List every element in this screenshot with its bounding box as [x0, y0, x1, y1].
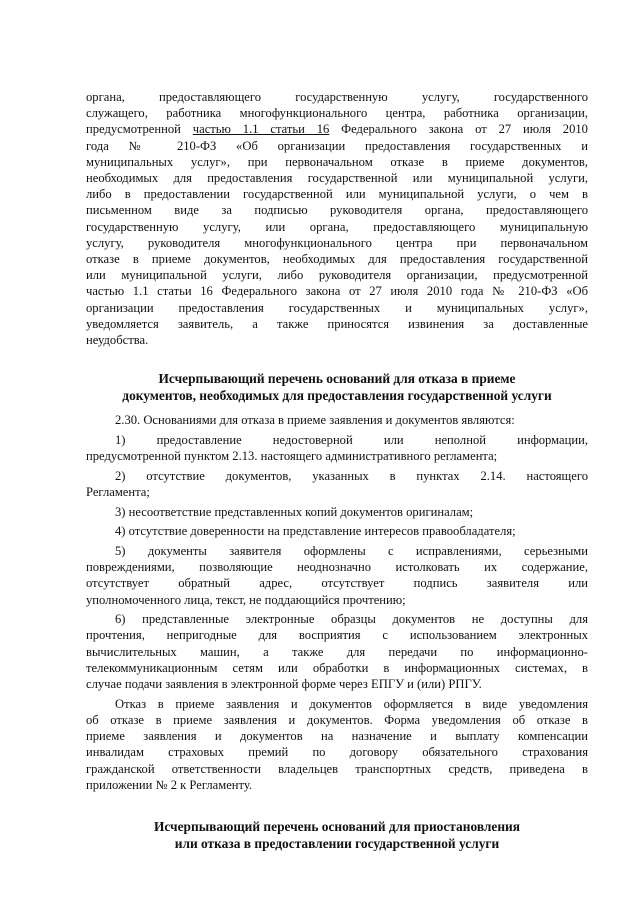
text-line: государственную услугу, или органа, предоставляющего муниципальную — [86, 219, 588, 234]
text-line: письменном виде за подписью руководителя органа, предоставляющего — [86, 203, 588, 218]
grounds-list — [86, 412, 588, 796]
text-line: уполномоченного лица, текст, не поддающийся прочтению; — [86, 592, 406, 607]
text-line: организации предоставления государственных и муниципальных услуг», — [86, 300, 588, 315]
list-paragraph — [86, 523, 588, 539]
text-line: служащего, работника многофункционального центра, работника организации, — [86, 106, 588, 121]
text-line: частью 1.1 статьи 16 Федерального закона от 27 июля 2010 года № 210-ФЗ «Об — [86, 284, 588, 299]
list-paragraph — [86, 543, 588, 608]
text-line: услугу, руководителя многофункционального центра при первоначальном — [86, 235, 588, 250]
list-paragraph — [86, 696, 588, 793]
section-heading — [86, 819, 588, 852]
text-line: инвалидам страховых премий по договору обязательного страхования — [86, 745, 588, 760]
text-line: отказе в приеме документов, необходимых для предоставления государственной — [86, 252, 588, 267]
text-line: об отказе в приеме заявления и документов. Форма уведомления об отказе в — [86, 712, 588, 727]
heading-line: или отказа в предоставлении государственной услуги — [174, 835, 500, 851]
heading-line: Исчерпывающий перечень оснований для приостановления — [153, 819, 521, 834]
text-line: 3) несоответствие представленных копий документов оригиналам; — [115, 504, 474, 519]
text-line: гражданской ответственности владельцев транспортных средств, приведена в — [86, 761, 588, 776]
text-fragment: Федерального закона от 27 июля 2010 — [341, 122, 588, 137]
text-line: 2) отсутствие документов, указанных в пунктах 2.14. настоящего — [115, 468, 588, 483]
list-paragraph — [86, 504, 588, 520]
text-line: 6) представленные электронные образцы документов не доступны для — [115, 612, 588, 627]
text-line: вычислительных машин, а также для передачи по информационно- — [86, 644, 588, 659]
text-line: 1) предоставление недостоверной или неполной информации, — [115, 432, 588, 447]
heading-line: Исчерпывающий перечень оснований для отказа в приеме — [158, 371, 516, 386]
text-line-with-link — [86, 121, 588, 137]
list-paragraph — [86, 611, 588, 692]
text-line: телекоммуникационным сетям или обработки в информационных системах, в — [86, 660, 588, 675]
text-line: муниципальных услуг», при первоначальном отказе в приеме документов, — [86, 154, 588, 169]
text-line: 4) отсутствие доверенности на представление интересов правообладателя; — [115, 524, 516, 539]
heading-line: документов, необходимых для предоставления государственной услуги — [122, 387, 552, 403]
list-paragraph — [86, 432, 588, 464]
text-line: Отказ в приеме заявления и документов оформляется в виде уведомления — [115, 696, 588, 711]
text-line: повреждениями, позволяющие неоднозначно истолковать их содержание, — [86, 560, 588, 575]
text-line: 2.30. Основаниями для отказа в приеме заявления и документов являются: — [115, 413, 515, 427]
text-line: отсутствует обратный адрес, отсутствует подпись заявителя или — [86, 576, 588, 591]
text-fragment: предусмотренной — [86, 122, 193, 137]
text-line: либо в предоставлении государственной или муниципальной услуги, о чем в — [86, 187, 588, 202]
text-line: органа, предоставляющего государственную услугу, государственного — [86, 90, 588, 104]
text-line: прочтения, непригодные для восприятия с использованием электронных — [86, 628, 588, 643]
text-line: 5) документы заявителя оформлены с исправлениями, серьезными — [115, 543, 588, 558]
law-reference-link[interactable]: частью 1.1 статьи 16 — [192, 122, 330, 137]
continuation-paragraph — [86, 89, 588, 348]
text-line: случае подачи заявления в электронной форме через ЕПГУ и (или) РПГУ. — [86, 677, 482, 692]
text-line: приложении № 2 к Регламенту. — [86, 777, 253, 792]
list-paragraph — [86, 412, 588, 428]
text-line: необходимых для предоставления государственной или муниципальной услуги, — [86, 171, 588, 186]
text-line: или муниципальной услуги, либо руководителя организации, предусмотренной — [86, 268, 588, 283]
section-heading — [86, 371, 588, 404]
text-line: неудобства. — [86, 333, 149, 348]
text-line: приеме заявления и документов на назначение и выплату компенсации — [86, 729, 588, 744]
text-line: предусмотренной пунктом 2.13. настоящего административного регламента; — [86, 448, 498, 463]
text-line: года № 210-ФЗ «Об организации предоставления государственных и — [86, 138, 588, 153]
list-paragraph — [86, 468, 588, 500]
text-line: уведомляется заявитель, а также приносятся извинения за доставленные — [86, 316, 588, 331]
text-line: Регламента; — [86, 484, 150, 499]
